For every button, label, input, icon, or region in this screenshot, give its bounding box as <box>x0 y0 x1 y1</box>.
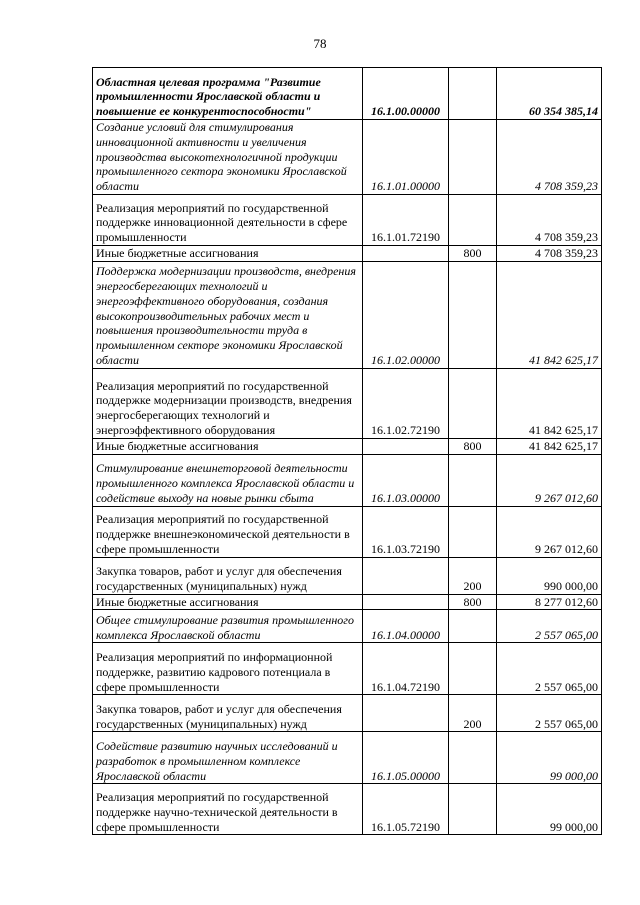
table-row <box>93 643 602 695</box>
row-code-cell: 16.1.04.00000 <box>363 610 449 643</box>
table-row <box>93 594 602 610</box>
row-name-cell: Реализация мероприятий по государственной поддержке инновационной деятельности в сфере промышленности <box>93 194 363 245</box>
row-sum-cell: 60 354 385,14 <box>497 68 602 120</box>
page-number: 78 <box>313 36 327 51</box>
row-name-cell: Иные бюджетные ассигнования <box>93 245 363 261</box>
row-code-cell <box>363 695 449 732</box>
row-code-cell: 16.1.00.00000 <box>363 68 449 120</box>
table-row <box>93 194 602 245</box>
row-type-cell <box>449 68 497 120</box>
row-code-cell: 16.1.01.00000 <box>363 120 449 195</box>
row-code-cell: 16.1.02.00000 <box>363 261 449 368</box>
table-row <box>93 368 602 438</box>
row-type-cell <box>449 610 497 643</box>
row-name-cell: Реализация мероприятий по государственной поддержке научно-технической деятельности в сфере промышленности <box>93 784 363 835</box>
row-code-cell: 16.1.05.00000 <box>363 732 449 784</box>
table-row <box>93 784 602 835</box>
row-code-cell: 16.1.02.72190 <box>363 368 449 438</box>
row-code-cell: 16.1.04.72190 <box>363 643 449 695</box>
row-name-cell: Иные бюджетные ассигнования <box>93 594 363 610</box>
row-sum-cell: 9 267 012,60 <box>497 506 602 557</box>
table-row <box>93 506 602 557</box>
table-row <box>93 695 602 732</box>
budget-table-body <box>93 68 602 835</box>
row-sum-cell: 99 000,00 <box>497 732 602 784</box>
row-type-cell <box>449 368 497 438</box>
row-type-cell: 200 <box>449 695 497 732</box>
row-code-cell: 16.1.03.72190 <box>363 506 449 557</box>
row-type-cell <box>449 506 497 557</box>
row-sum-cell: 990 000,00 <box>497 557 602 594</box>
row-type-cell <box>449 194 497 245</box>
row-type-cell <box>449 120 497 195</box>
row-name-cell: Создание условий для стимулирования инновационной активности и увеличения производства высокотехнологичной продукции промышленного сектора экономики Ярославской области <box>93 120 363 195</box>
row-code-cell <box>363 557 449 594</box>
row-code-cell <box>363 438 449 454</box>
table-row <box>93 454 602 506</box>
row-code-cell: 16.1.01.72190 <box>363 194 449 245</box>
row-type-cell <box>449 732 497 784</box>
row-name-cell: Областная целевая программа "Развитие промышленности Ярославской области и повышение ее конкурентоспособности" <box>93 68 363 120</box>
table-row <box>93 245 602 261</box>
row-code-cell: 16.1.03.00000 <box>363 454 449 506</box>
row-sum-cell: 2 557 065,00 <box>497 643 602 695</box>
row-sum-cell: 41 842 625,17 <box>497 368 602 438</box>
table-row <box>93 261 602 368</box>
row-name-cell: Реализация мероприятий по государственной поддержке модернизации производств, внедрения энергосберегающих технологий и энергоэффективного оборудования <box>93 368 363 438</box>
row-type-cell: 800 <box>449 594 497 610</box>
row-sum-cell: 4 708 359,23 <box>497 120 602 195</box>
row-sum-cell: 9 267 012,60 <box>497 454 602 506</box>
row-sum-cell: 8 277 012,60 <box>497 594 602 610</box>
row-name-cell: Закупка товаров, работ и услуг для обеспечения государственных (муниципальных) нужд <box>93 695 363 732</box>
table-row <box>93 732 602 784</box>
row-code-cell <box>363 245 449 261</box>
table-row <box>93 438 602 454</box>
row-sum-cell: 41 842 625,17 <box>497 438 602 454</box>
row-name-cell: Общее стимулирование развития промышленного комплекса Ярославской области <box>93 610 363 643</box>
row-sum-cell: 4 708 359,23 <box>497 194 602 245</box>
row-name-cell: Закупка товаров, работ и услуг для обеспечения государственных (муниципальных) нужд <box>93 557 363 594</box>
row-name-cell: Содействие развитию научных исследований и разработок в промышленном комплексе Ярославской области <box>93 732 363 784</box>
row-type-cell: 200 <box>449 557 497 594</box>
row-sum-cell: 2 557 065,00 <box>497 610 602 643</box>
row-type-cell: 800 <box>449 245 497 261</box>
row-name-cell: Реализация мероприятий по государственной поддержке внешнеэкономической деятельности в сфере промышленности <box>93 506 363 557</box>
table-row <box>93 557 602 594</box>
row-type-cell: 800 <box>449 438 497 454</box>
row-sum-cell: 4 708 359,23 <box>497 245 602 261</box>
table-row <box>93 68 602 120</box>
row-code-cell <box>363 594 449 610</box>
row-sum-cell: 99 000,00 <box>497 784 602 835</box>
row-name-cell: Стимулирование внешнеторговой деятельности промышленного комплекса Ярославской области и содействие выходу на новые рынки сбыта <box>93 454 363 506</box>
row-type-cell <box>449 784 497 835</box>
row-code-cell: 16.1.05.72190 <box>363 784 449 835</box>
row-sum-cell: 2 557 065,00 <box>497 695 602 732</box>
row-name-cell: Реализация мероприятий по информационной поддержке, развитию кадрового потенциала в сфере промышленности <box>93 643 363 695</box>
budget-table <box>92 67 602 835</box>
table-row <box>93 610 602 643</box>
row-type-cell <box>449 643 497 695</box>
row-type-cell <box>449 454 497 506</box>
row-name-cell: Иные бюджетные ассигнования <box>93 438 363 454</box>
row-name-cell: Поддержка модернизации производств, внедрения энергосберегающих технологий и энергоэффективного оборудования, создания высокопроизводительных рабочих мест и повышения производительности труда в промышленном секторе экономики Ярославской области <box>93 261 363 368</box>
row-sum-cell: 41 842 625,17 <box>497 261 602 368</box>
row-type-cell <box>449 261 497 368</box>
table-row <box>93 120 602 195</box>
